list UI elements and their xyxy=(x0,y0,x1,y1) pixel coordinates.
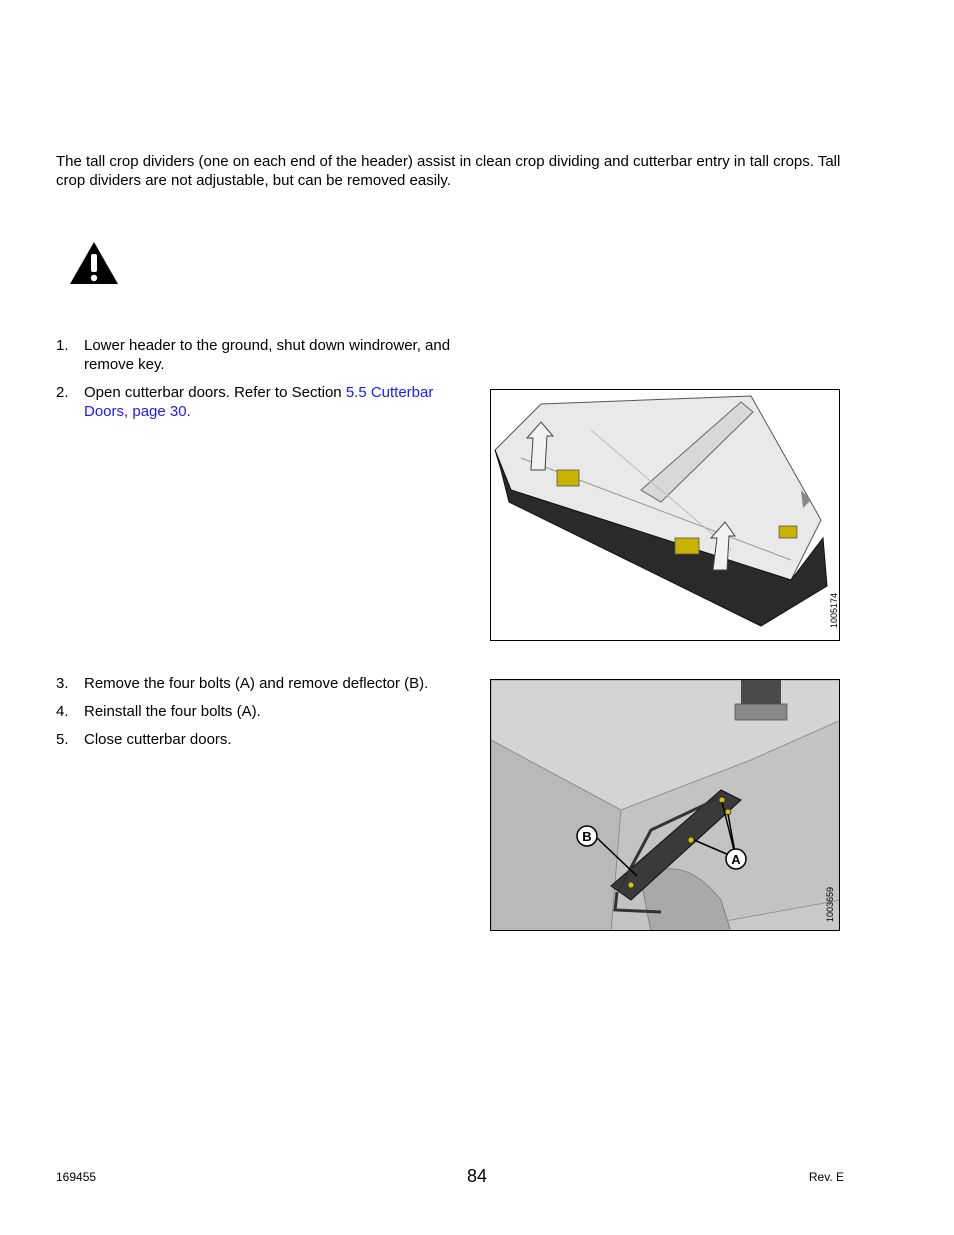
step-number: 5. xyxy=(56,731,69,748)
callout-a: A xyxy=(731,852,741,867)
figure-deflector-removal xyxy=(490,679,840,931)
callout-b: B xyxy=(582,829,592,844)
step-text: Open cutterbar doors. Refer to Section xyxy=(84,384,346,401)
figure-id: 1003659 xyxy=(825,886,835,922)
doc-number: 169455 xyxy=(56,1170,97,1184)
step-text: Lower header to the ground, shut down windrower, and remove key. xyxy=(84,337,451,373)
deflector-illustration xyxy=(491,680,840,931)
step-3 xyxy=(56,674,458,693)
cutterbar-doors-illustration xyxy=(491,390,840,641)
step-number: 4. xyxy=(56,703,69,720)
figure-cutterbar-doors xyxy=(490,389,840,641)
step-5 xyxy=(56,730,458,749)
step-text: Reinstall the four bolts (A). xyxy=(84,703,261,720)
step-text: Remove the four bolts (A) and remove deflector (B). xyxy=(84,675,429,692)
page-number: 84 xyxy=(466,1166,488,1186)
section-link[interactable]: 5.5 Cutterbar Doors, page 30 xyxy=(84,384,434,420)
intro-paragraph: The tall crop dividers (one on each end of the header) assist in clean crop dividing and cutterbar entry in tall crops. Tall crop dividers are not adjustable, but can be removed easily. xyxy=(56,153,841,189)
step-number: 3. xyxy=(56,675,69,692)
step-number: 2. xyxy=(56,384,69,401)
steps-list-1 xyxy=(56,336,458,430)
steps-list-2 xyxy=(56,674,458,758)
revision: Rev. E xyxy=(808,1170,844,1184)
step-2 xyxy=(56,383,458,421)
figure-id: 1005174 xyxy=(829,592,839,628)
step-4 xyxy=(56,702,458,721)
step-1 xyxy=(56,336,458,374)
link-period: . xyxy=(186,403,191,420)
step-number: 1. xyxy=(56,337,69,354)
step-text: Close cutterbar doors. xyxy=(84,731,232,748)
warning-triangle-icon xyxy=(68,240,120,286)
